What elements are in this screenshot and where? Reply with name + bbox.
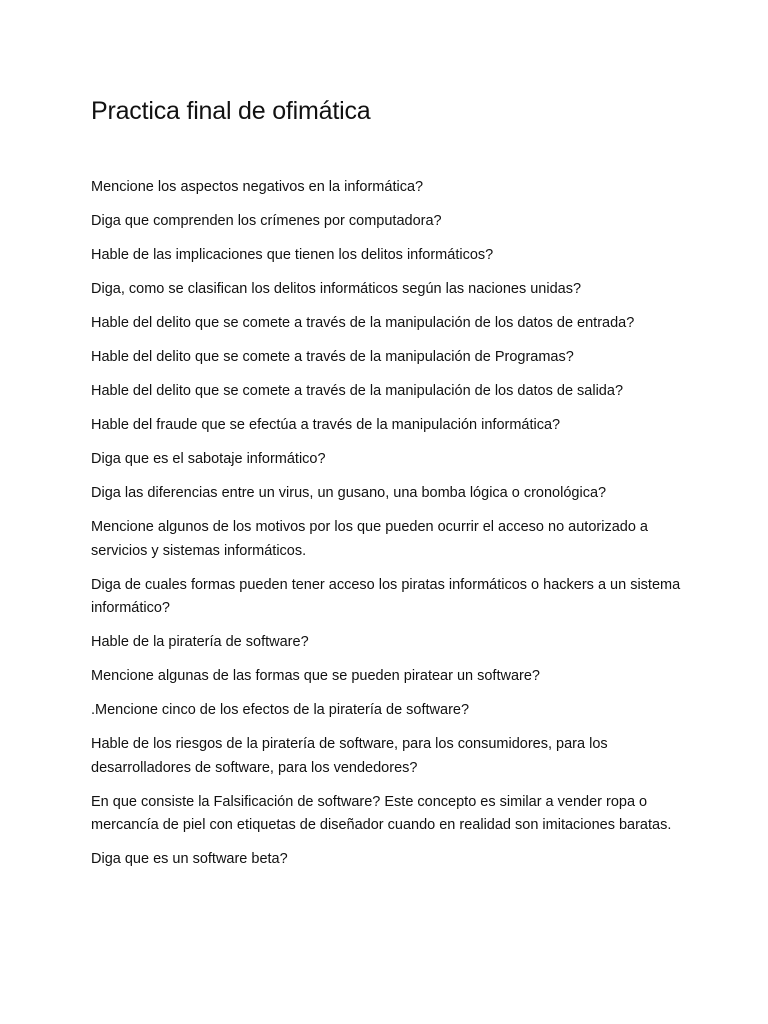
question-list	[91, 176, 691, 872]
question-item: Diga que es un software beta?	[91, 851, 288, 867]
document-title: Practica final de ofimática	[91, 97, 371, 125]
question-item: Diga las diferencias entre un virus, un gusano, una bomba lógica o cronológica?	[91, 485, 607, 501]
document-page	[91, 92, 691, 882]
question-item: Hable del delito que se comete a través de la manipulación de los datos de entrada?	[91, 315, 635, 331]
question-item: Mencione algunas de las formas que se pueden piratear un software?	[91, 668, 540, 684]
question-item: Hable de la piratería de software?	[91, 634, 309, 650]
question-item: Hable de los riesgos de la piratería de software, para los consumidores, para los desarrolladores de software, para los vendedores?	[91, 736, 608, 776]
question-item: Mencione los aspectos negativos en la informática?	[91, 179, 424, 195]
question-item: Hable de las implicaciones que tienen los delitos informáticos?	[91, 247, 494, 263]
question-item: Diga que es el sabotaje informático?	[91, 451, 326, 467]
question-item: Mencione algunos de los motivos por los que pueden ocurrir el acceso no autorizado a servicios y sistemas informáticos.	[91, 519, 648, 559]
question-item: Diga, como se clasifican los delitos informáticos según las naciones unidas?	[91, 281, 582, 297]
question-item: Hable del fraude que se efectúa a través de la manipulación informática?	[91, 417, 561, 433]
question-item: En que consiste la Falsificación de software? Este concepto es similar a vender ropa o mercancía de piel con etiquetas de diseñador cuando en realidad son imitaciones baratas.	[91, 793, 672, 833]
question-item: .Mencione cinco de los efectos de la piratería de software?	[91, 702, 470, 718]
question-item: Diga de cuales formas pueden tener acceso los piratas informáticos o hackers a un sistema informático?	[91, 576, 681, 616]
question-item: Hable del delito que se comete a través de la manipulación de los datos de salida?	[91, 383, 624, 399]
question-item: Diga que comprenden los crímenes por computadora?	[91, 213, 442, 229]
question-item: Hable del delito que se comete a través de la manipulación de Programas?	[91, 349, 574, 365]
